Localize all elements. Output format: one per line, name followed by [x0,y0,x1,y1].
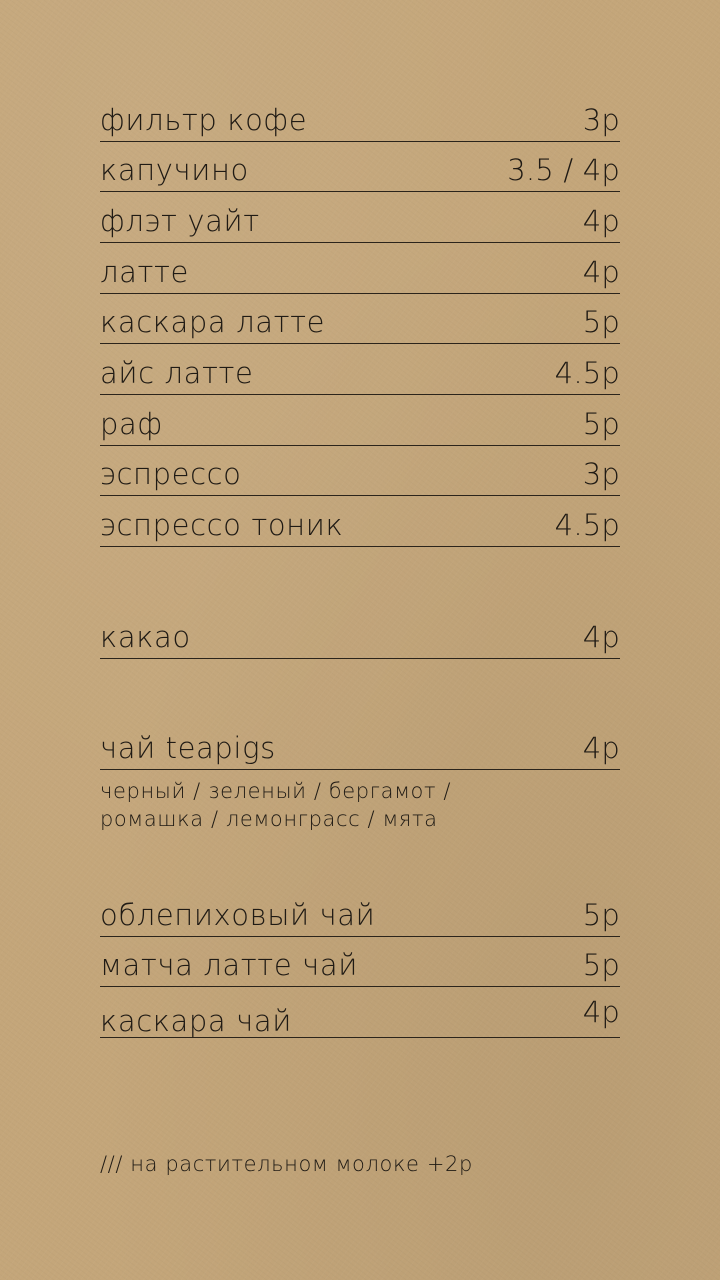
menu-row-latte [100,248,620,294]
item-price: 4.5р [554,508,620,542]
item-name: каскара чай [100,1004,292,1038]
menu-row-espresso [100,450,620,496]
item-price: 5р [582,898,620,932]
item-price: 3.5 / 4р [507,153,620,187]
item-name: какао [100,620,191,654]
item-name: фильтр кофе [100,103,308,137]
menu-row-ice-latte [100,349,620,395]
item-price: 5р [582,305,620,339]
item-name: раф [100,407,163,441]
menu-row-sea-buckthorn-tea [100,891,620,937]
item-price: 4.5р [554,356,620,390]
plant-milk-note: /// на растительном молоке +2р [100,1152,473,1176]
item-name: капучино [100,153,249,187]
item-name: айс латте [100,356,254,390]
item-price: 4р [582,995,620,1029]
item-name: флэт уайт [100,204,260,238]
menu-row-raf [100,400,620,446]
tea-flavors-note [100,777,620,833]
item-price: 3р [582,457,620,491]
menu-row-filter-coffee [100,96,620,142]
menu-row-cascara-latte [100,298,620,344]
menu-row-cascara-tea [100,992,620,1038]
item-name: эспрессо тоник [100,508,344,542]
menu-row-flat-white [100,197,620,243]
tea-flavors-line: черный / зеленый / бергамот / [100,779,452,803]
item-name: облепиховый чай [100,898,376,932]
menu-row-espresso-tonic [100,501,620,547]
item-price: 3р [582,103,620,137]
item-name: чай teapigs [100,731,276,765]
menu-row-cocoa [100,613,620,659]
menu-row-cappuccino [100,146,620,192]
item-price: 4р [582,255,620,289]
item-price: 4р [582,620,620,654]
item-price: 5р [582,407,620,441]
item-price: 4р [582,731,620,765]
menu-row-matcha-latte-tea [100,941,620,987]
item-price: 4р [582,204,620,238]
item-name: эспрессо [100,457,242,491]
menu-row-tea-teapigs [100,724,620,770]
item-name: каскара латте [100,305,326,339]
tea-flavors-line: ромашка / лемонграсс / мята [100,807,438,831]
item-price: 5р [582,948,620,982]
item-name: латте [100,255,189,289]
item-name: матча латте чай [100,948,358,982]
